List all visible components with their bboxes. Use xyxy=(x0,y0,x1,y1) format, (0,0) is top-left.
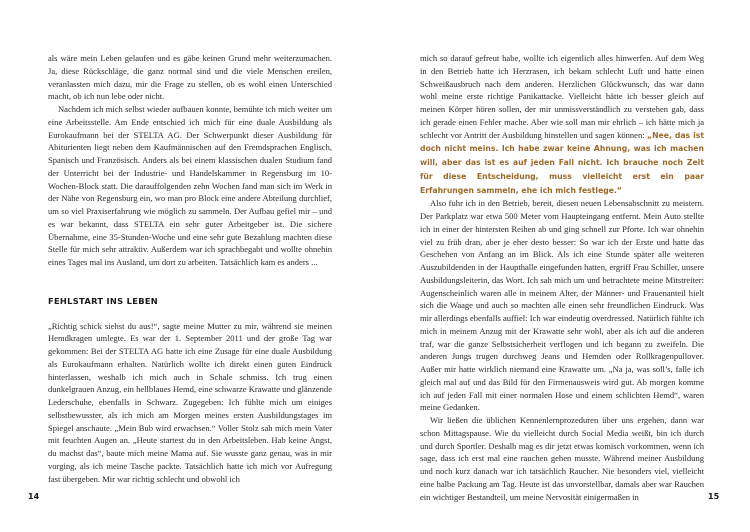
paragraph: Also fuhr ich in den Betrieb, bereit, diesen neuen Lebensabschnitt zu meistern. Der Parkplatz war etwa 500 Meter vom Haupteingang entfernt. Mein Auto stellte ich in einer der hintersten Reihen ab und ging schnell zur Pforte. Ich war ohnehin viel zu früh dran, aber je eher desto besser: So war ich der Erste und hatte das Geschehen von Anfang an im Blick. Als ich eine Stunde später alle weiteren Auszubildenden in der Haupthalle eingefunden hatten, ergriff Frau Schiller, unsere Ausbildungsleiterin, das Wort. Ich sah mich um und betrachtete meine Mitstreiter: Augenscheinlich waren alle in meinem Alter, der Männer- und Frauenanteil hielt sich die Waage und auch so machten alle einen sehr freundlichen Eindruck. Was mir allerdings ebenfalls auffiel: Ich war eindeutig overdressed. Natürlich fühlte ich mich in meinem Anzug mit der Krawatte sehr wohl, aber als ich auf die anderen traf, war die ganze Selbstsicherheit verflogen und ich begann zu zweifeln. Die anderen Jungs trugen durchweg Jeans und Hemden oder Rollkragenpullover. Außer mir hatte wirklich niemand eine Krawatte um. „Na ja, was soll’s, falle ich gleich mal auf und das Bild für den Firmenausweis wird gut. Ab morgen komme ich auf jeden Fall mit einer normalen Hose und einem schlichten Hemd“, waren meine Gedanken. xyxy=(420,198,704,413)
section-heading: FEHLSTART INS LEBEN xyxy=(48,295,159,306)
paragraph: als wäre mein Leben gelaufen und es gäbe keinen Grund mehr weiterzumachen. Ja, diese Rückschläge, die ganz normal sind und die viele Menschen ereilen, veranlassten mich dazu, mir die Frage zu stellen, ob es wohl einen Unterschied macht, ob ich nun lebe oder nicht. xyxy=(48,53,332,102)
right-page-column xyxy=(420,52,704,503)
paragraph-text: mich so darauf gefreut habe, wollte ich eigentlich alles hinwerfen. Auf dem Weg in den Betrieb hatte ich Herzrasen, ich bekam schlecht Luft und hatte einen Schweißausbruch nach dem anderen. Herzlichen Glückwunsch, das war dann wohl meine erste richtige Panikattacke. Vielleicht hätte ich besser gleich auf meinen Körper hören sollen, der mir unmissverständlich zu verstehen gab, dass ich gerade einen Fehler mache. Aber wie soll man mir ehrlich – ich hätte mich ja schlecht vor Antritt der Ausbildung hinstellen und sagen können: xyxy=(420,53,704,140)
highlighted-quote: „Nee, das ist doch nicht meins. Ich habe zwar keine Ahnung, was ich machen will, aber das ist es auf jeden Fall nicht. Ich brauche noch Zeit für diese Entscheidung, muss vielleicht erst ein paar Erfahrungen sammeln, ehe ich mich festlege.“ xyxy=(420,130,704,195)
paragraph: „Richtig schick siehst du aus!“, sagte meine Mutter zu mir, während sie meinen Hemdkragen umlegte. Es war der 1. September 2011 und der große Tag war gekommen: Bei der STELTA AG hatte ich eine Zusage für eine duale Ausbildung als Eurokaufmann erhalten. Natürlich wollte ich direkt einen guten Eindruck hinterlassen, weshalb ich mich auch in Schale schmiss. Ich trug einen dunkelgrauen Anzug, ein hellblaues Hemd, eine schwarze Krawatte und glänzende Lederschuhe, ebenfalls in Schwarz. Zugegeben: Ich fühlte mich um einiges selbstbewusster, als ich mich am Morgen meines ersten Ausbildungstages im Spiegel anschaute. „Mein Bub wird erwachsen.“ Voller Stolz sah mich mein Vater mit feuchten Augen an. „Heute startest du in den Arbeitsleben. Hab keine Angst, du machst das“, baute mich meine Mama auf. Sie wusste ganz genau, was in mir vorging, als ich meine Tasche packte. Tatsächlich hatte ich mich vor Aufregung fast übergeben. Mir war richtig schlecht und obwohl ich xyxy=(48,320,332,484)
left-page-column xyxy=(48,52,332,485)
page-number-right: 15 xyxy=(708,492,720,501)
paragraph: Nachdem ich mich selbst wieder aufbauen konnte, bemühte ich mich weiter um eine Arbeitsstelle. Am Ende entschied ich mich für eine duale Ausbildung als Eurokaufmann bei der STELTA AG. Der Schwerpunkt dieser Ausbildung für Abiturienten liegt neben dem Kaufmännischen auf den Fremdsprachen Englisch, Spanisch und Französisch. Anders als bei einem klassischen dualen Studium fand der Unterricht bei der Industrie- und Handelskammer in Regensburg im 10-Wochen-Block statt. Die darauffolgenden zehn Wochen fand man sich im Werk in der Nähe von Regensburg ein, wo man pro Block eine andere Abteilung durchlief, um so viel Praxiserfahrung wie möglich zu sammeln. Der Aufbau gefiel mir – und es war bekannt, dass STELTA ein sehr guter Arbeitgeber ist. Die sichere Übernahme, eine 35-Stunden-Woche und eine sehr gute Bezahlung machten diese Stelle für mich sehr attraktiv. Außerdem war ich sprachbegabt und wollte ohnehin eines Tages mal ins Ausland, um dort zu arbeiten. Tatsächlich kam es anders ... xyxy=(48,104,332,267)
paragraph: Wir ließen die üblichen Kennenlernprozeduren über uns ergehen, dann war schon Mittagspause. Wie du vielleicht durch Social Media weißt, bin ich durch und durch Sportler. Deshalb mag es dir jetzt etwas komisch vorkommen, wenn ich sage, dass ich erst mal eine rauchen gehen musste. Während meiner Ausbildung und noch kurz danach war ich tatsächlich Raucher. Nie besonders viel, vielleicht eine halbe Packung am Tag. Heute ist das unvorstellbar, damals aber war Rauchen ein wichtiger Bestandteil, um meine Nervosität einigermaßen in xyxy=(420,415,704,502)
paragraph xyxy=(420,52,704,197)
page-number-left: 14 xyxy=(28,492,40,501)
